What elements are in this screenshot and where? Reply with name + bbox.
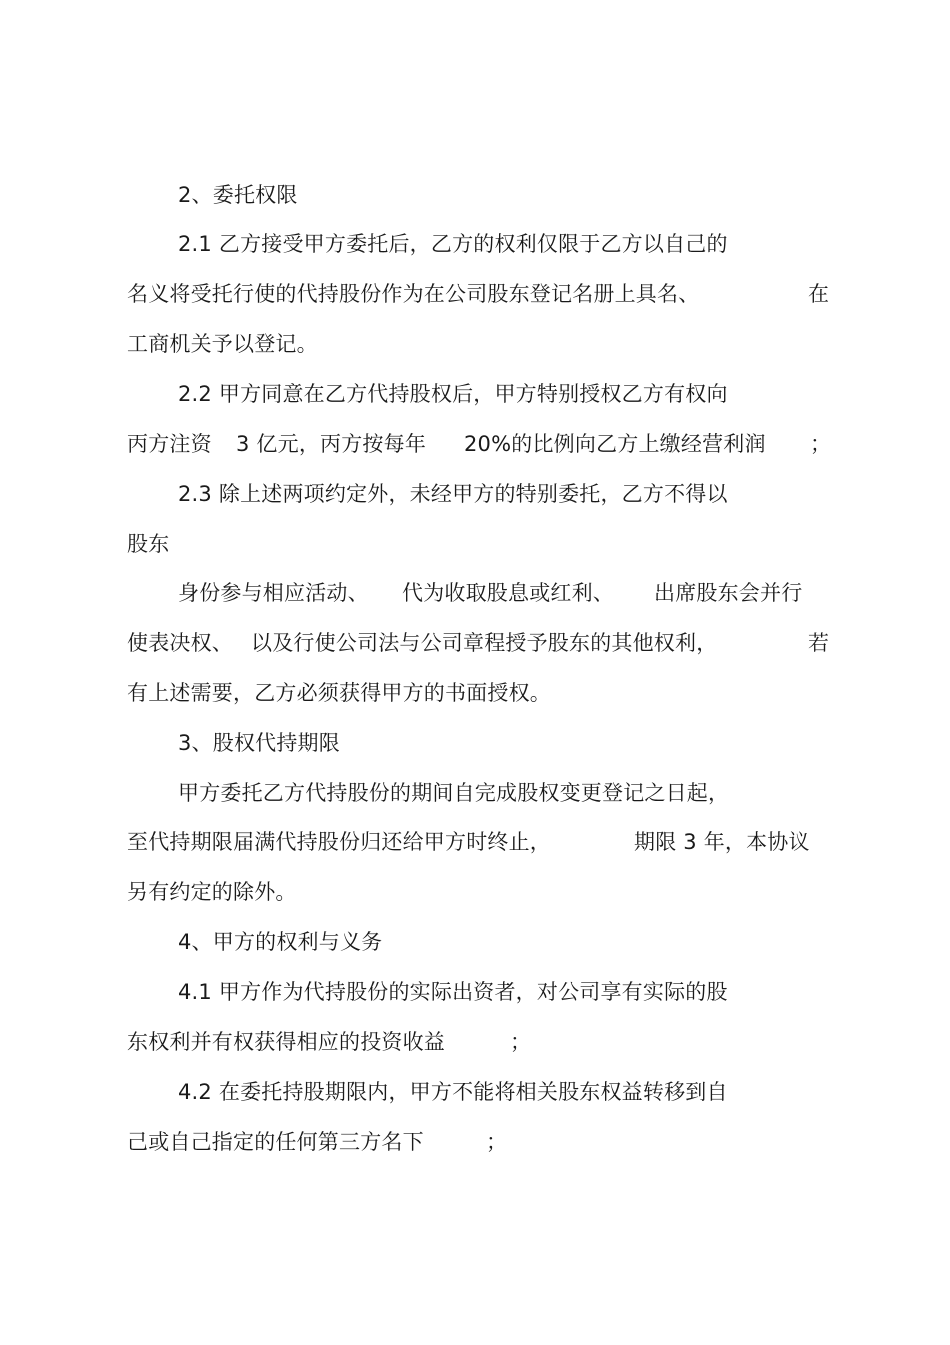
clause-2-1-line-2: 名义将受托行使的代持股份作为在公司股东登记名册上具名、 [127, 282, 700, 306]
clause-2-2-ratio: 20%的比例向乙方上缴经营利润 [464, 432, 766, 456]
clause-2-2-end: ； [810, 432, 832, 456]
section-heading-2: 2、委托权限 [178, 183, 298, 207]
section-heading-4: 4、甲方的权利与义务 [178, 930, 383, 954]
section-heading-3: 3、股权代持期限 [178, 731, 340, 755]
clause-2-2-line-2: 丙方注资 [127, 432, 212, 456]
clause-2-3-line-5: 有上述需要，乙方必须获得甲方的书面授权。 [127, 681, 551, 705]
clause-4-1-end: ； [510, 1030, 532, 1054]
clause-2-3-line-4c: 若 [808, 631, 830, 655]
clause-2-3-line-4a: 使表决权、 [127, 631, 233, 655]
clause-2-1-line-1: 2.1 乙方接受甲方委托后，乙方的权利仅限于乙方以自己的 [178, 232, 728, 256]
clause-2-2-amount: 3 亿元，丙方按每年 [236, 432, 427, 456]
clause-4-1-line-2: 东权利并有权获得相应的投资收益 [127, 1030, 445, 1054]
clause-2-3-line-1: 2.3 除上述两项约定外，未经甲方的特别委托，乙方不得以 [178, 482, 728, 506]
section-3-line-2b: 期限 3 年，本协议 [634, 830, 810, 854]
clause-2-3-line-2: 股东 [127, 532, 170, 556]
section-3-line-1: 甲方委托乙方代持股份的期间自完成股权变更登记之日起， [178, 781, 730, 805]
section-3-line-3: 另有约定的除外。 [127, 880, 297, 904]
clause-2-3-line-4b: 以及行使公司法与公司章程授予股东的其他权利， [251, 631, 718, 655]
clause-4-1-line-1: 4.1 甲方作为代持股份的实际出资者，对公司享有实际的股 [178, 980, 728, 1004]
clause-2-1-line-2-tail: 在 [808, 282, 830, 306]
clause-2-2-line-1: 2.2 甲方同意在乙方代持股权后，甲方特别授权乙方有权向 [178, 382, 728, 406]
clause-4-2-line-2: 己或自己指定的任何第三方名下 [127, 1130, 424, 1154]
clause-4-2-end: ； [486, 1130, 508, 1154]
clause-2-3-line-3a: 身份参与相应活动、 [178, 581, 369, 605]
section-3-line-2a: 至代持期限届满代持股份归还给甲方时终止， [127, 830, 551, 854]
clause-2-3-line-3c: 出席股东会并行 [654, 581, 803, 605]
clause-4-2-line-1: 4.2 在委托持股期限内，甲方不能将相关股东权益转移到自 [178, 1080, 728, 1104]
clause-2-1-line-3: 工商机关予以登记。 [127, 332, 318, 356]
clause-2-3-line-3b: 代为收取股息或红利、 [402, 581, 614, 605]
